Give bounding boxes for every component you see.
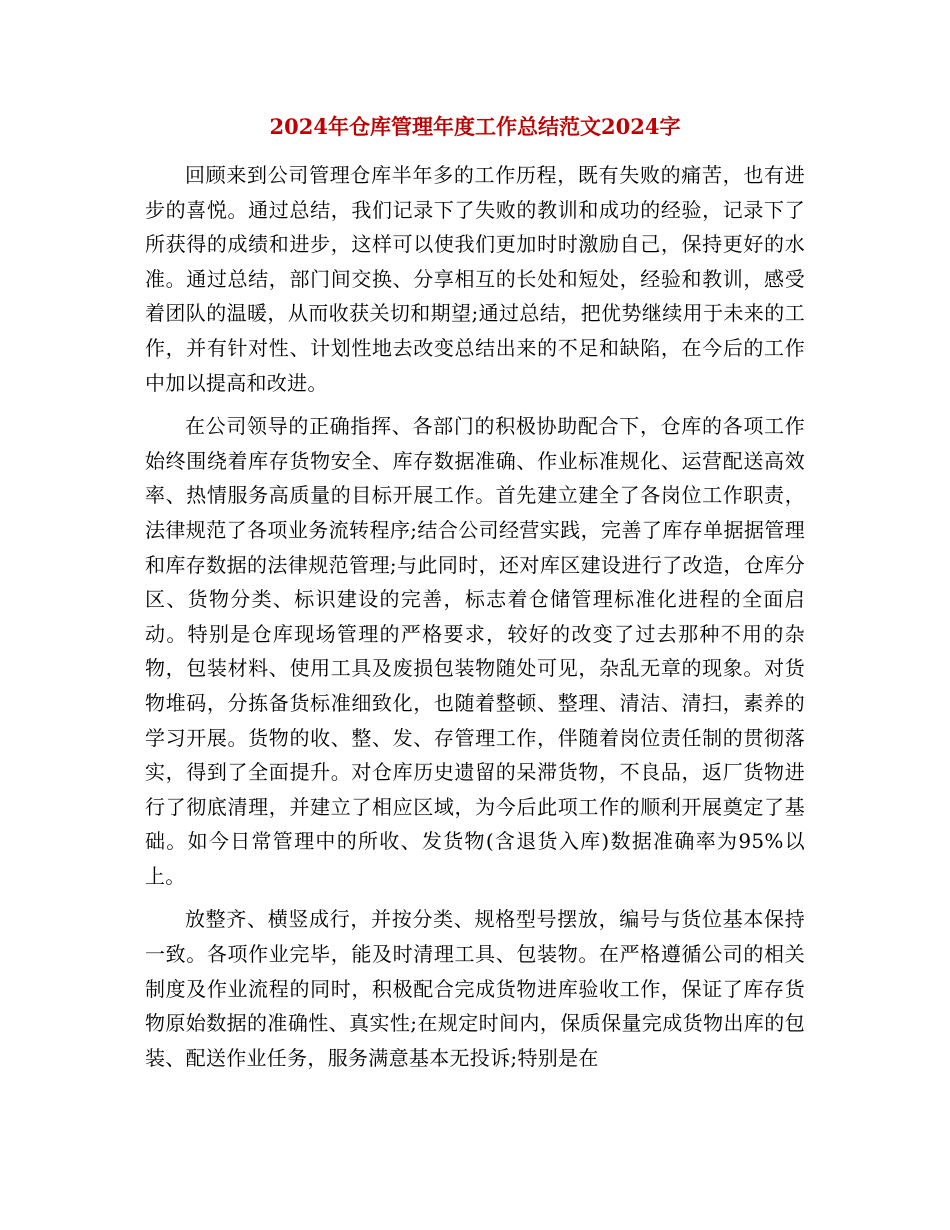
paragraph-1: 回顾来到公司管理仓库半年多的工作历程，既有失败的痛苦，也有进步的喜悦。通过总结，我们记录下了失败的教训和成功的经验，记录下了所获得的成绩和进步，这样可以使我们更加时时激励自己，保持更好的水准。通过总结，部门间交换、分享相互的长处和短处，经验和教训，感受着团队的温暖，从而收获关切和期望;通过总结，把优势继续用于未来的工作，并有针对性、计划性地去改变总结出来的不足和缺陷，在今后的工作中加以提高和改进。 — [145, 163, 805, 395]
paragraph-2: 在公司领导的正确指挥、各部门的积极协助配合下，仓库的各项工作始终围绕着库存货物安全、库存数据准确、作业标准规化、运营配送高效率、热情服务高质量的目标开展工作。首先建立建全了各岗位工作职责，法律规范了各项业务流转程序;结合公司经营实践，完善了库存单据据管理和库存数据的法律规范管理;与此同时，还对库区建设进行了改造，仓库分区、货物分类、标识建设的完善，标志着仓储管理标准化进程的全面启动。特别是仓库现场管理的严格要求，较好的改变了过去那种不用的杂物，包装材料、使用工具及废损包装物随处可见，杂乱无章的现象。对货物堆码，分拣备货标准细致化，也随着整顿、整理、清洁、清扫，素养的学习开展。货物的收、整、发、存管理工作，伴随着岗位责任制的贯彻落实，得到了全面提升。对仓库历史遗留的呆滞货物，不良品，返厂货物进行了彻底清理，并建立了相应区域，为今后此项工作的顺利开展奠定了基础。如今日常管理中的所收、发货物(含退货入库)数据准确率为95%以上。 — [145, 414, 805, 888]
document-body — [145, 158, 805, 1084]
document-title: 2024年仓库管理年度工作总结范文2024字 — [269, 114, 681, 139]
paragraph-3: 放整齐、横竖成行，并按分类、规格型号摆放，编号与货位基本保持一致。各项作业完毕，能及时清理工具、包装物。在严格遵循公司的相关制度及作业流程的同时，积极配合完成货物进库验收工作，保证了库存货物原始数据的准确性、真实性;在规定时间内，保质保量完成货物出库的包装、配送作业任务，服务满意基本无投诉;特别是在 — [145, 907, 805, 1070]
